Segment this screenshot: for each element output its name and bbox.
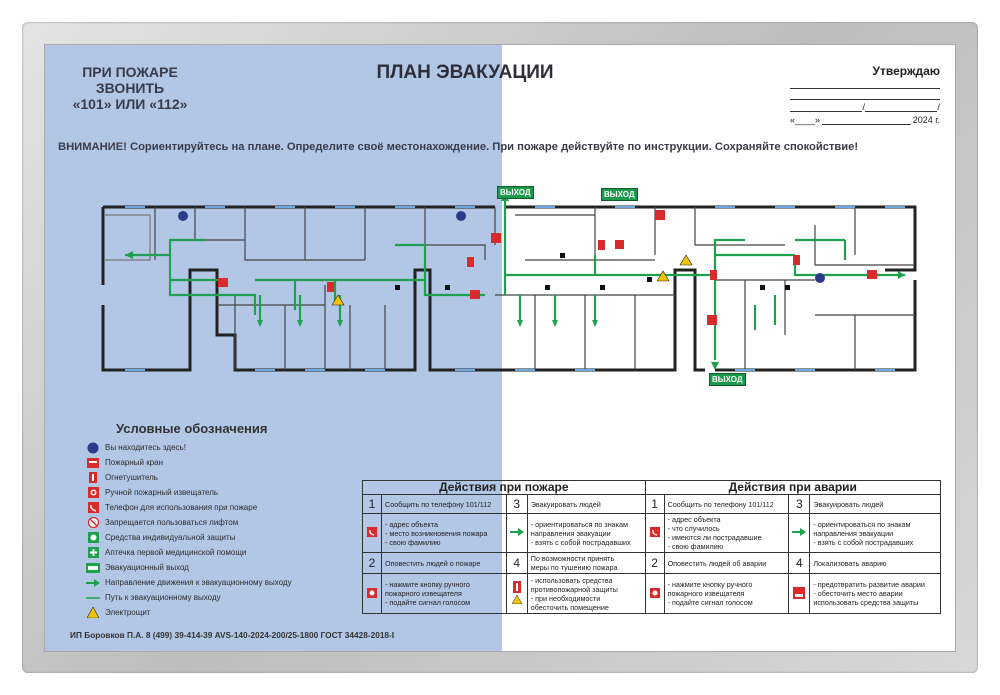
main-route-arrow-icon <box>86 577 100 588</box>
exit-sign-icon <box>86 562 100 573</box>
fire-call-notice <box>60 64 200 112</box>
you-are-here-icon <box>86 442 100 453</box>
approve-label: Утверждаю <box>872 64 940 78</box>
attention-notice: ВНИМАНИЕ! Сориентируйтесь на плане. Определите своё местонахождение. При пожаре действуйте по инструкции. Сохраняйте спокойствие! <box>58 141 859 153</box>
plan-fixtures <box>395 253 790 290</box>
legend-item: Направление движения к эвакуационному выходу <box>86 575 386 590</box>
legend-item: Путь к эвакуационному выходу <box>86 590 386 605</box>
legend-item: Аптечка первой медицинской помощи <box>86 545 386 560</box>
fire-phone-icon <box>645 514 664 553</box>
legend-title: Условные обозначения <box>116 421 268 436</box>
exit-sign-top: ВЫХОД <box>497 186 534 199</box>
approve-slash: / <box>862 102 865 112</box>
legend-item: Телефон для использования при пожаре <box>86 500 386 515</box>
route-arrow-icon <box>789 514 810 553</box>
exit-sign-top-right: ВЫХОД <box>601 188 638 201</box>
legend-item: Пожарный кран <box>86 455 386 470</box>
ppe-icon <box>86 532 100 543</box>
you-are-here-markers <box>178 211 825 283</box>
fire-alarm-button-icon <box>645 574 664 614</box>
legend-item: Огнетушитель <box>86 470 386 485</box>
secondary-route-arrow-icon <box>86 592 100 603</box>
legend-item: Электрощит <box>86 605 386 620</box>
electrical-panel-icon <box>86 607 100 618</box>
legend-item: Ручной пожарный извещатель <box>86 485 386 500</box>
call-line-3: «101» ИЛИ «112» <box>72 96 188 112</box>
emergency-icon <box>789 574 810 614</box>
call-line-2: ЗВОНИТЬ <box>95 80 165 96</box>
legend-item: Эвакуационный выход <box>86 560 386 575</box>
page-title: ПЛАН ЭВАКУАЦИИ <box>376 62 554 83</box>
fire-phone-icon <box>86 502 100 513</box>
fire-phone-icon <box>363 514 382 553</box>
fire-extinguisher-icon <box>506 574 527 614</box>
legend-item: Средства индивидуальной защиты <box>86 530 386 545</box>
evacuation-routes <box>125 195 905 360</box>
no-elevator-icon <box>86 517 100 528</box>
route-arrow-icon <box>506 514 527 553</box>
footer-credits: ИП Боровков П.А. 8 (499) 39-414-39 AVS-140-2024-200/25-1800 ГОСТ 34428-2018-I <box>70 630 395 640</box>
fire-alarm-button-icon <box>86 487 100 498</box>
legend-item: Запрещается пользоваться лифтом <box>86 515 386 530</box>
legend-item: Вы находитесь здесь! <box>86 440 386 455</box>
date-day: «____» <box>790 115 821 125</box>
approve-signature-row: / / <box>790 100 940 112</box>
date-year: 2024 г. <box>912 115 940 125</box>
legend <box>86 440 386 620</box>
plan-inner-walls <box>105 207 915 370</box>
floor-plan <box>95 185 925 390</box>
fire-actions-title: Действия при пожаре <box>363 481 646 495</box>
actions-table: Действия при пожаре Действия при аварии 1 Сообщить по телефону 101/112 3 Эвакуировать людей 1 Сообщить по телефону 101/112 3 Эвакуировать людей - адрес объекта - место возникновения пожара - свою фамилию - ориентироваться по знакам направления эвакуации - взять с собой пострадавших - адрес объекта - что случилось - имеются ли пострадавшие - свою фамилию - ориентироваться по знакам направления эвакуации - взять с собой пострадавших 2 Оповестить людей о пожаре 4 По возможности принять меры по тушению пожара 2 Оповестить людей об аварии 4 Локализовать аварию - нажмите кнопку ручного пожарного извещателя - подайте сигнал голосом - использовать средства противопожарной защиты - при необходимости обесточить помещение - нажмите кнопку ручного пожарного извещателя - подайте сигнал голосом - предотвратить развитие аварии - обесточить место аварии использовать средства защиты <box>362 480 941 614</box>
approval-block <box>790 64 940 125</box>
approve-line-2 <box>790 89 940 100</box>
accident-actions-title: Действия при аварии <box>645 481 940 495</box>
route-arrowheads <box>125 193 905 370</box>
fire-equipment <box>218 210 877 325</box>
exit-sign-bottom: ВЫХОД <box>709 373 746 386</box>
call-line-1: ПРИ ПОЖАРЕ <box>82 64 178 80</box>
fire-hydrant-icon <box>86 457 100 468</box>
fire-extinguisher-icon <box>86 472 100 483</box>
approve-line-1 <box>790 78 940 89</box>
approve-date-row <box>790 112 940 125</box>
fire-alarm-button-icon <box>363 574 382 614</box>
first-aid-icon <box>86 547 100 558</box>
plan-outer-wall <box>103 207 915 370</box>
